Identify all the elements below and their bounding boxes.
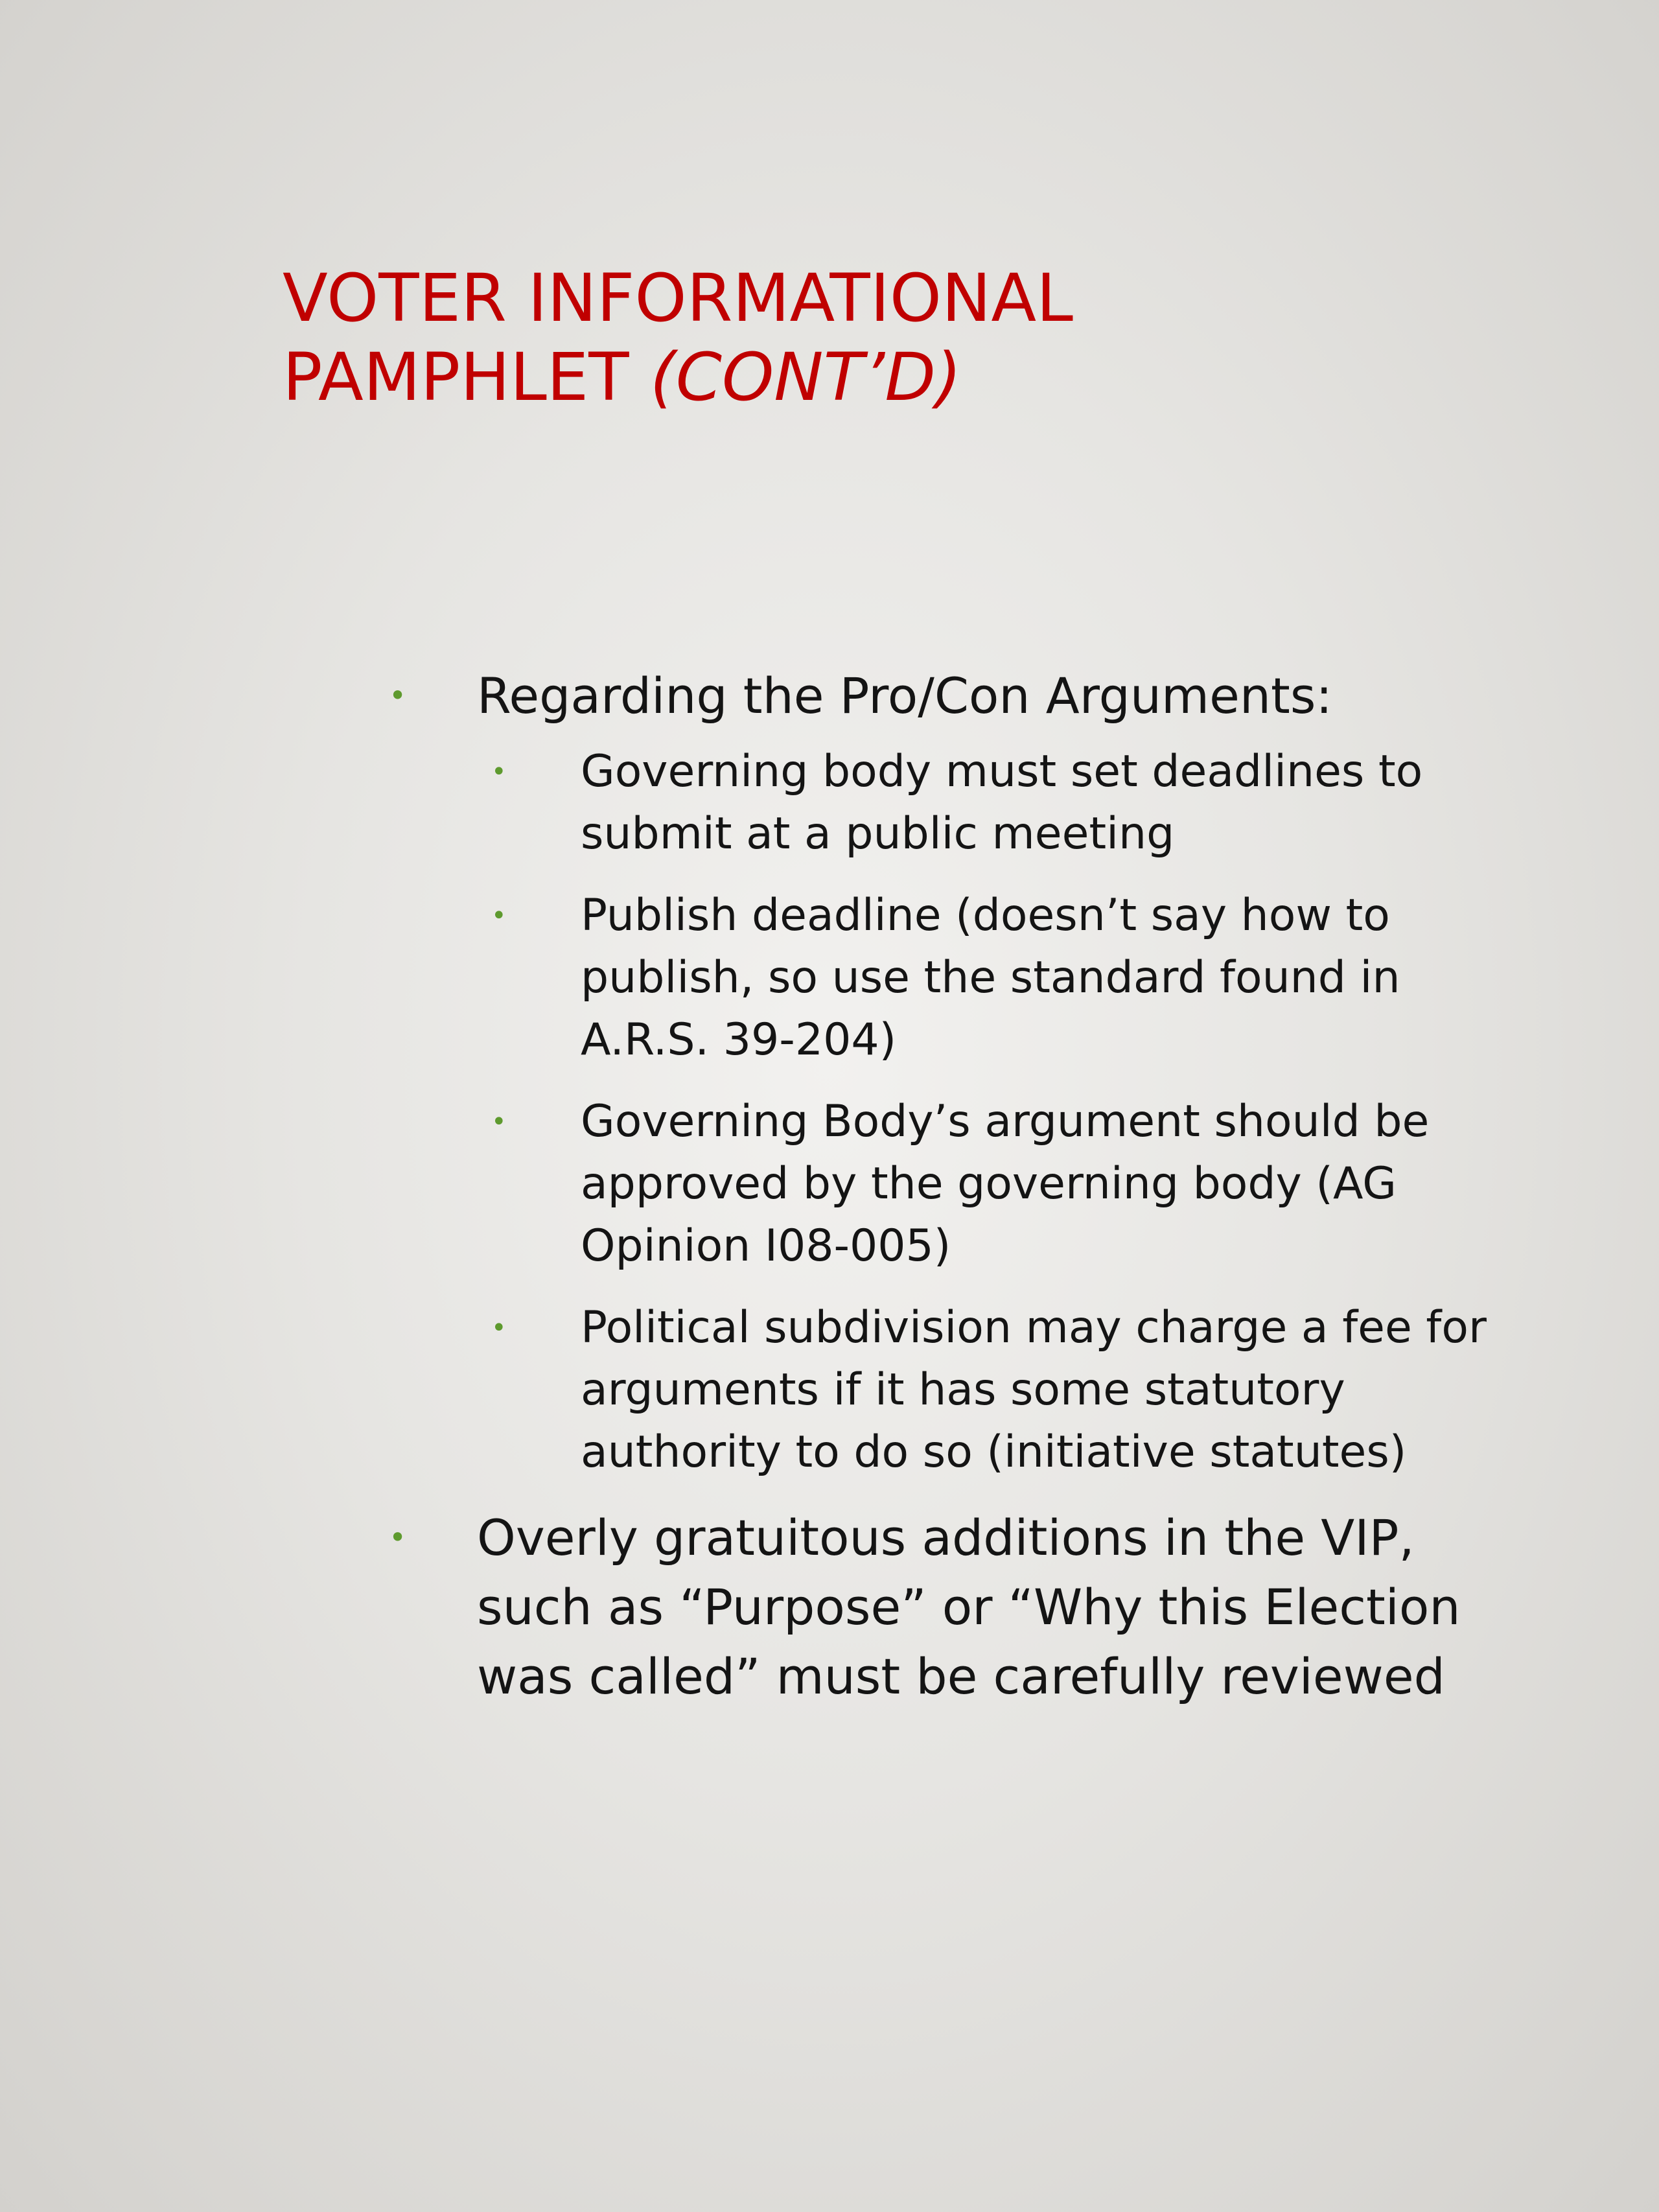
title-line-1: VOTER INFORMATIONAL [283,260,1073,337]
bullet-item-pro-con [389,661,1491,1484]
sub-bullet-icon: • [491,901,507,931]
sub-bullet-item-deadlines [389,741,1491,865]
title-line-2 [283,338,1514,417]
sub-bullet-item-approval [389,1091,1491,1277]
sub-bullet-icon: • [491,757,507,787]
bullet-text: Overly gratuitous additions in the VIP, such as “Purpose” or “Why this Election was called” must be carefully reviewed [477,1509,1461,1705]
slide-title [283,259,1514,417]
bullet-icon: • [389,678,407,713]
sub-bullet-icon: • [491,1313,507,1343]
bullet-text: Regarding the Pro/Con Arguments: [477,667,1333,725]
sub-bullet-list [389,741,1491,1484]
sub-bullet-icon: • [491,1107,507,1137]
sub-bullet-item-publish [389,885,1491,1071]
sub-bullet-text: Governing Body’s argument should be approved by the governing body (AG Opinion I08-005) [581,1096,1430,1272]
bullet-icon: • [389,1520,407,1555]
sub-bullet-text: Governing body must set deadlines to submit at a public meeting [581,746,1423,859]
slide-body [389,661,1491,1719]
bullet-item-vip-additions [389,1503,1491,1711]
sub-bullet-text: Publish deadline (doesn’t say how to publish, so use the standard found in A.R.S. 39-204) [581,890,1400,1065]
sub-bullet-text: Political subdivision may charge a fee for arguments if it has some statutory authority to do so (initiative statutes) [581,1302,1487,1478]
title-line-2-main: PAMPHLET [283,339,629,416]
title-suffix: (CONT’D) [650,339,962,416]
sub-bullet-item-fee [389,1297,1491,1484]
bullet-list [389,661,1491,1711]
